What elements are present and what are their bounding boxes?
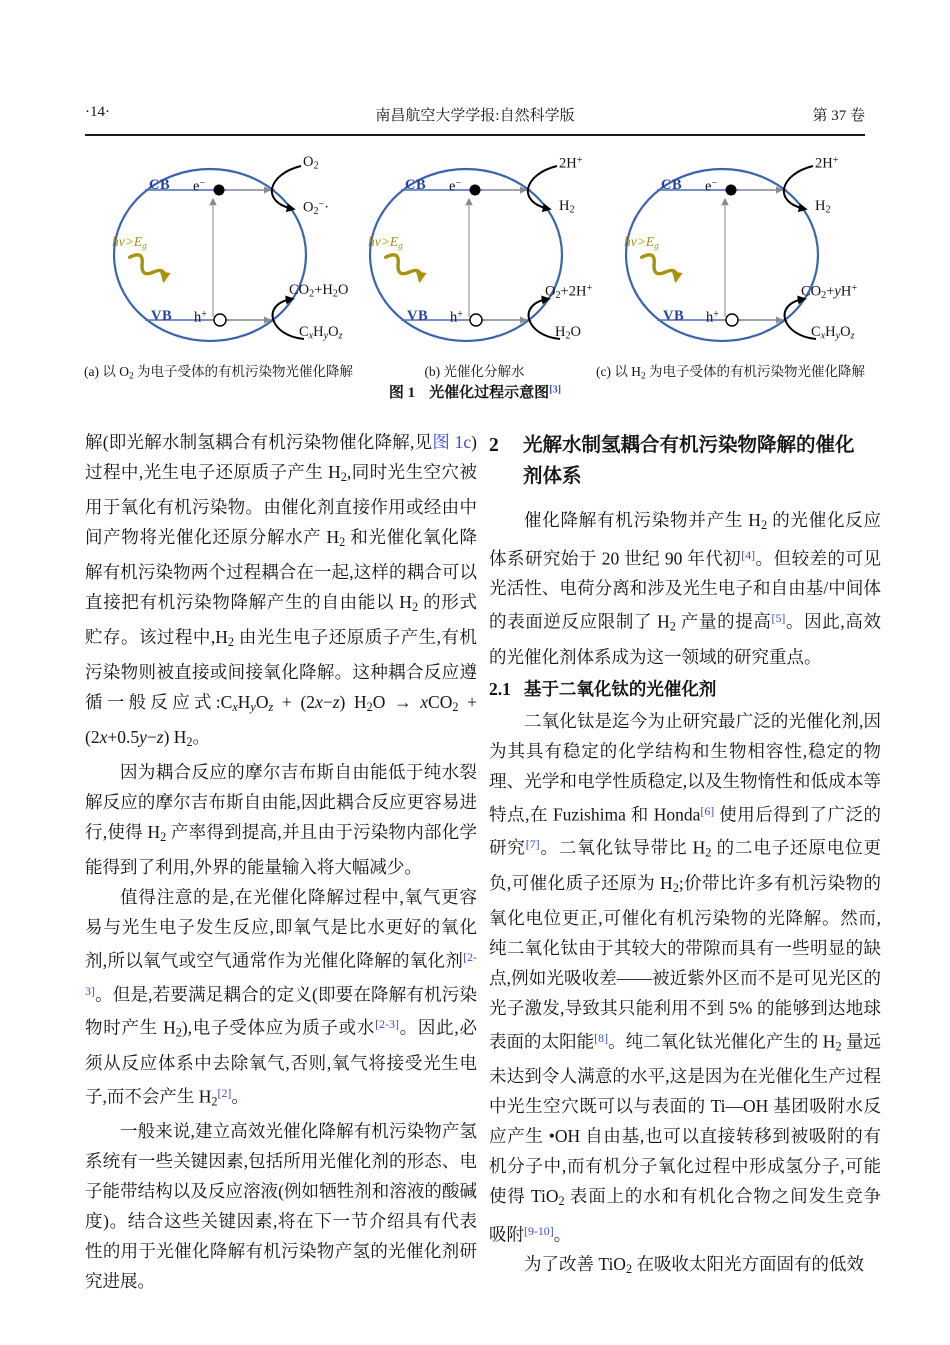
hole-dot (726, 314, 738, 326)
figure-caption (85, 381, 865, 402)
photon-energy-label: hν>Eg (112, 234, 147, 252)
top-reactant-label: 2H+ (815, 155, 839, 172)
photon-energy-label: hν>Eg (368, 234, 403, 252)
column-right (489, 427, 881, 1285)
subsection-heading (489, 674, 881, 704)
hole-dot (214, 314, 226, 326)
top-product-label: O2−· (303, 199, 330, 218)
bottom-product-label: CO2+H2O (289, 282, 349, 300)
panel-caption-text: (b) 光催化分解水 (424, 364, 525, 379)
figure-link[interactable]: 图 1c (432, 432, 472, 452)
citation-ref[interactable]: [8] (594, 1030, 609, 1045)
electron-dot (214, 185, 225, 196)
section-heading (489, 430, 881, 492)
citation-ref[interactable]: [5] (771, 611, 786, 626)
citation-ref[interactable]: [7] (525, 837, 540, 852)
panel-caption-b (348, 360, 601, 380)
bottom-product-label: O2+2H+ (545, 283, 593, 302)
cb-label: CB (405, 177, 427, 193)
paragraph: 催化降解有机污染物并产生 H2 的光催化反应体系研究始于 20 世纪 90 年代初[4]。但较差的可见光活性、电荷分离和涉及光生电子和自由基/中间体的表面逆反应限制了 H2 产量的提高[5]。因此,高效的光催化剂体系成为这一领域的研究重点。 (489, 510, 882, 667)
electron-dot (470, 185, 481, 196)
panel-caption-a (83, 360, 354, 382)
wavy-photon-arrow (639, 251, 679, 285)
citation-ref[interactable]: [3] (549, 384, 562, 396)
paragraph: 为了改善 TiO2 在吸收太阳光方面固有的低效 (524, 1254, 864, 1277)
paragraph: 二氧化钛是迄今为止研究最广泛的光催化剂,因为其具有稳定的化学结构和生物相容性,稳定的物理、光学和电学性质稳定,以及生物惰性和低成本等特点,在 Fuzishima 和 Honda[6] 使用后得到了广泛的研究[7]。二氧化钛导带比 H2 的二电子还原电位更负,可催化质子还原为 H2;价带比许多有机污染物的氧化电位更正,可催化有机污染物的光降解。然而,纯二氧化钛由于其较大的带隙而具有一些明显的缺点,例如光吸收差——被近紫外区而不是可见光区的光子激发,导致其只能利用不到 5% 的能够到达地球表面的太阳能[8]。纯二氧化钛光催化产生的 H2 量远未达到令人满意的水平,这是因为在光催化生产过程中光生空穴既可以与表面的 Ti—OH 基团吸附水反应产生 •OH 自由基,也可以直接转移到被吸附的有机分子中,而有机分子氧化过程中形成氢分子,可能使得 TiO2 表面上的水和有机化合物之间发生竞争吸附[9-10]。 (489, 710, 882, 1245)
section-number: 2 (489, 435, 499, 456)
citation-ref[interactable]: [2-3] (85, 950, 477, 998)
electron-dot (726, 185, 737, 196)
top-product-label: H2 (559, 198, 575, 216)
wavy-photon-arrow (383, 251, 423, 285)
electron-label: e− (705, 178, 718, 195)
panel-caption-c (595, 360, 866, 382)
citation-ref[interactable]: [4] (741, 548, 756, 563)
particle-circle (370, 169, 562, 341)
column-left (85, 427, 477, 1296)
figure-panel-c (595, 152, 866, 382)
top-product-label: H2 (815, 198, 831, 216)
top-reactant-label: O2 (303, 154, 319, 172)
electron-label: e− (449, 178, 462, 195)
hole-label: h+ (450, 309, 463, 326)
citation-ref[interactable]: [6] (700, 803, 715, 818)
header-divider (85, 134, 865, 136)
bottom-reactant-label: H2O (555, 324, 582, 342)
bottom-reactant-label: CxHyOz (299, 324, 343, 342)
figure-number: 图 1 (388, 385, 416, 401)
vb-label: VB (663, 308, 685, 324)
cb-label: CB (661, 177, 683, 193)
journal-title: 南昌航空大学学报:自然科学版 (375, 108, 575, 124)
citation-ref[interactable]: [9-10] (524, 1224, 554, 1239)
section-title: 光解水制氢耦合有机污染物降解的催化剂体系 (523, 435, 855, 487)
panel-caption-text: (c) 以 H2 为电子受体的有机污染物光催化降解 (595, 364, 866, 382)
page-header (85, 104, 865, 128)
vb-label: VB (407, 308, 429, 324)
figure-title: 光催化过程示意图 (429, 385, 550, 401)
volume-label: 第 37 卷 (812, 108, 865, 124)
figure-1 (83, 152, 866, 382)
paragraph: 值得注意的是,在光催化降解过程中,氧气更容易与光生电子发生反应,即氧气是比水更好的氧化剂,所以氧气或空气通常作为光催化降解的氧化剂[2-3]。但是,若要满足耦合的定义(即要在降解有机污染物时产生 H2),电子受体应为质子或水[2-3]。因此,必须从反应体系中去除氧气,否则,氧气将接受光生电子,而不会产生 H2[2]。 (85, 887, 478, 1108)
wavy-photon-arrow (127, 251, 167, 285)
panel-caption-text: (a) 以 O2 为电子受体的有机污染物光催化降解 (83, 364, 354, 382)
citation-ref[interactable]: [2] (217, 1085, 232, 1100)
bottom-reactant-label: CxHyOz (811, 324, 855, 342)
photon-energy-label: hν>Eg (624, 234, 659, 252)
electron-label: e− (193, 178, 206, 195)
cb-label: CB (149, 177, 171, 193)
vb-label: VB (151, 308, 173, 324)
hole-label: h+ (706, 309, 719, 326)
page-number: ·14· (85, 104, 110, 120)
citation-ref[interactable]: [2-3] (375, 1017, 399, 1032)
hole-label: h+ (194, 309, 207, 326)
particle-circle (114, 169, 306, 341)
paragraph: 解(即光解水制氢耦合有机污染物催化降解,见图 1c)过程中,光生电子还原质子产生 H2,同时光生空穴被用于氧化有机污染物。由催化剂直接作用或经由中间产物将光催化还原分解水产 H2 和光催化氧化降解有机污染物两个过程耦合在一起,这样的耦合可以直接把有机污染物降解产生的自由能以 H2 的形式贮存。该过程中,H2 由光生电子还原质子产生,有机污染物则被直接或间接氧化降解。这种耦合反应遵循一般反应式:CxHyOz + (2x−z) H2O → xCO2 + (2x+0.5y−z) H2。 (85, 432, 478, 750)
paragraph: 一般来说,建立高效光催化降解有机污染物产氢系统有一些关键因素,包括所用光催化剂的形态、电子能带结构以及反应溶液(例如牺牲剂和溶液的酸碱度)。结合这些关键因素,将在下一节介绍具有代表性的用于光催化降解有机污染物产氢的光催化剂研究进展。 (85, 1120, 477, 1291)
figure-panel-b (348, 152, 601, 381)
subsection-title: 基于二氧化钛的光催化剂 (523, 678, 717, 699)
figure-panel-a (83, 152, 354, 382)
particle-circle (626, 169, 818, 341)
subsection-number: 2.1 (489, 678, 511, 699)
bottom-product-label: CO2+yH+ (801, 283, 858, 302)
paragraph: 因为耦合反应的摩尔吉布斯自由能低于纯水裂解反应的摩尔吉布斯自由能,因此耦合反应更容易进行,使得 H2 产率得到提高,并且由于污染物内部化学能得到了利用,外界的能量输入将大幅减少。 (85, 762, 478, 878)
top-reactant-label: 2H+ (559, 155, 583, 172)
hole-dot (470, 314, 482, 326)
